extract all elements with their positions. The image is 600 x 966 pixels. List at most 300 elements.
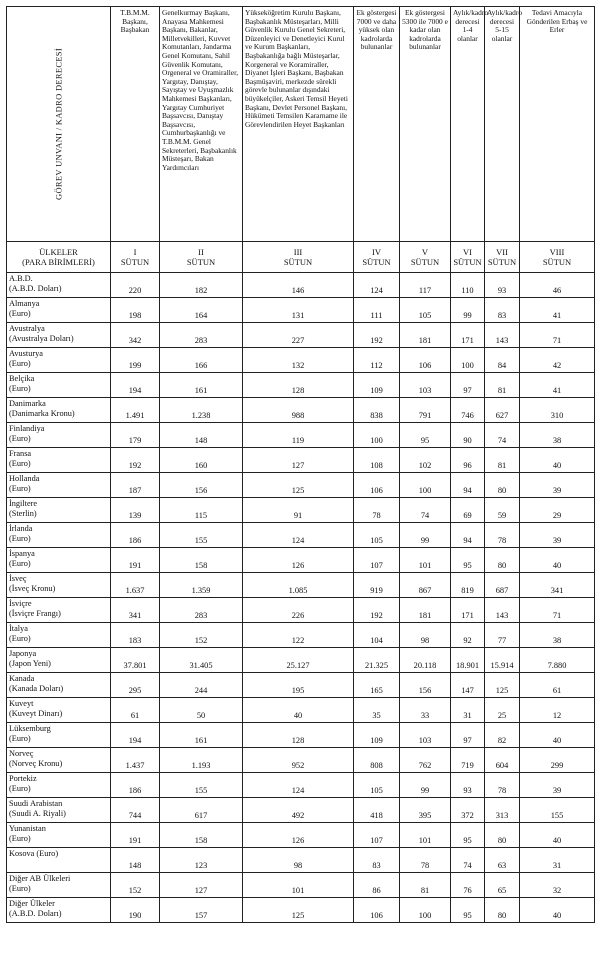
column-roman: V (421, 247, 429, 257)
value-cell: 25.127 (243, 648, 354, 673)
table-row (7, 448, 595, 473)
value-cell: 158 (160, 823, 243, 848)
value-cell: 161 (160, 373, 243, 398)
value-cell: 107 (354, 823, 400, 848)
value-cell: 988 (243, 398, 354, 423)
value-cell: 100 (451, 348, 485, 373)
column-number-cell (354, 242, 400, 273)
value-cell: 7.880 (520, 648, 595, 673)
table-row (7, 873, 595, 898)
value-cell: 97 (451, 373, 485, 398)
value-cell: 46 (520, 273, 595, 298)
value-cell: 687 (485, 573, 520, 598)
country-cell (7, 473, 111, 498)
currency-name: (Euro) (9, 559, 31, 568)
value-cell: 80 (485, 473, 520, 498)
value-cell: 395 (400, 798, 451, 823)
country-cell (7, 673, 111, 698)
countries-label (7, 242, 111, 273)
value-cell: 148 (111, 848, 160, 873)
currency-name: (Euro) (9, 459, 31, 468)
value-cell: 1.437 (111, 748, 160, 773)
country-cell (7, 823, 111, 848)
table-row (7, 348, 595, 373)
value-cell: 95 (451, 548, 485, 573)
table-row (7, 423, 595, 448)
value-cell: 139 (111, 498, 160, 523)
value-cell: 148 (160, 423, 243, 448)
value-cell: 295 (111, 673, 160, 698)
value-cell: 78 (354, 498, 400, 523)
subheader-row (7, 242, 595, 273)
value-cell: 98 (400, 623, 451, 648)
value-cell: 105 (354, 523, 400, 548)
value-cell: 744 (111, 798, 160, 823)
value-cell: 199 (111, 348, 160, 373)
value-cell: 166 (160, 348, 243, 373)
value-cell: 81 (485, 448, 520, 473)
value-cell: 35 (354, 698, 400, 723)
value-cell: 341 (520, 573, 595, 598)
value-cell: 762 (400, 748, 451, 773)
value-cell: 128 (243, 373, 354, 398)
value-cell: 194 (111, 723, 160, 748)
currency-name: (Euro) (9, 434, 31, 443)
value-cell: 152 (160, 623, 243, 648)
value-cell: 94 (451, 523, 485, 548)
country-cell (7, 898, 111, 923)
value-cell: 125 (485, 673, 520, 698)
value-cell: 71 (520, 323, 595, 348)
value-cell: 39 (520, 473, 595, 498)
table-row (7, 648, 595, 673)
value-cell: 183 (111, 623, 160, 648)
corner-cell (7, 7, 111, 242)
value-cell: 124 (243, 523, 354, 548)
table-row (7, 523, 595, 548)
value-cell: 143 (485, 598, 520, 623)
value-cell: 186 (111, 523, 160, 548)
value-cell: 41 (520, 373, 595, 398)
table-row (7, 323, 595, 348)
value-cell: 191 (111, 823, 160, 848)
value-cell: 604 (485, 748, 520, 773)
value-cell: 32 (520, 873, 595, 898)
value-cell: 78 (400, 848, 451, 873)
value-cell: 146 (243, 273, 354, 298)
value-cell: 119 (243, 423, 354, 448)
value-cell: 100 (400, 473, 451, 498)
table-row (7, 623, 595, 648)
value-cell: 158 (160, 548, 243, 573)
value-cell: 156 (400, 673, 451, 698)
value-cell: 40 (520, 898, 595, 923)
currency-name: (Euro) (9, 884, 31, 893)
country-cell (7, 623, 111, 648)
country-name: Hollanda (9, 474, 40, 483)
country-cell (7, 448, 111, 473)
column-header: Yükseköğretim Kurulu Başkanı, Başbakanlık Müsteşarları, Milli Güvenlik Kurulu Genel Sekreteri, Düzenleyici ve Denetleyici Kurul ve Kurum Başkanları, Başbakanlığa bağlı Müsteşarlar, Korgeneral ve Koramiraller, Diyanet İşleri Başkanı, Başbakan Başmüşaviri, merkezde sürekli görevle bulunanlar dışındaki büyükelçiler, Askeri Temsil Heyeti Başkanı, Devlet Personel Başkanı, Hükümeti Temsilen Kararname ile Görevlendirilen Heyet Başkanları (243, 7, 354, 242)
value-cell: 128 (243, 723, 354, 748)
value-cell: 61 (111, 698, 160, 723)
value-cell: 746 (451, 398, 485, 423)
value-cell: 37.801 (111, 648, 160, 673)
country-cell (7, 548, 111, 573)
value-cell: 112 (354, 348, 400, 373)
value-cell: 186 (111, 773, 160, 798)
value-cell: 147 (451, 673, 485, 698)
country-name: Danimarka (9, 399, 46, 408)
value-cell: 91 (243, 498, 354, 523)
value-cell: 171 (451, 598, 485, 623)
value-cell: 78 (485, 773, 520, 798)
currency-name: (İsveç Kronu) (9, 584, 56, 593)
value-cell: 59 (485, 498, 520, 523)
value-cell: 164 (160, 298, 243, 323)
value-cell: 39 (520, 773, 595, 798)
value-cell: 93 (451, 773, 485, 798)
value-cell: 617 (160, 798, 243, 823)
value-cell: 84 (485, 348, 520, 373)
value-cell: 160 (160, 448, 243, 473)
table-row (7, 673, 595, 698)
value-cell: 25 (485, 698, 520, 723)
column-sutun: SÜTUN (186, 257, 216, 267)
country-name: Kuveyt (9, 699, 34, 708)
value-cell: 838 (354, 398, 400, 423)
column-sutun: SÜTUN (487, 257, 517, 267)
country-cell (7, 348, 111, 373)
value-cell: 627 (485, 398, 520, 423)
currency-name: (Euro) (9, 634, 31, 643)
table-row (7, 298, 595, 323)
value-cell: 105 (400, 298, 451, 323)
value-cell: 80 (485, 898, 520, 923)
column-roman: II (198, 247, 204, 257)
country-cell (7, 498, 111, 523)
value-cell: 12 (520, 698, 595, 723)
value-cell: 96 (451, 448, 485, 473)
country-cell (7, 698, 111, 723)
currency-name: (Euro) (9, 384, 31, 393)
column-number-cell (485, 242, 520, 273)
country-name: Norveç (9, 749, 34, 758)
value-cell: 187 (111, 473, 160, 498)
column-number-cell (400, 242, 451, 273)
country-name: Belçika (9, 374, 35, 383)
value-cell: 21.325 (354, 648, 400, 673)
value-cell: 40 (520, 548, 595, 573)
column-sutun: SÜTUN (542, 257, 572, 267)
column-roman: III (293, 247, 303, 257)
value-cell: 33 (400, 698, 451, 723)
value-cell: 819 (451, 573, 485, 598)
value-cell: 40 (520, 823, 595, 848)
value-cell: 40 (243, 698, 354, 723)
country-cell (7, 723, 111, 748)
value-cell: 124 (354, 273, 400, 298)
value-cell: 227 (243, 323, 354, 348)
currency-name: (Euro) (9, 484, 31, 493)
country-name: Fransa (9, 449, 32, 458)
value-cell: 106 (354, 473, 400, 498)
currency-name: (A.B.D. Doları) (9, 284, 62, 293)
value-cell: 20.118 (400, 648, 451, 673)
currency-name: (Avustralya Doları) (9, 334, 74, 343)
value-cell: 310 (520, 398, 595, 423)
currency-name: (Euro) (9, 309, 31, 318)
countries-label-line2: (PARA BİRİMLERİ) (22, 257, 95, 267)
column-roman: IV (372, 247, 381, 257)
value-cell: 101 (243, 873, 354, 898)
value-cell: 1.085 (243, 573, 354, 598)
table-row (7, 398, 595, 423)
value-cell: 1.238 (160, 398, 243, 423)
value-cell: 95 (451, 898, 485, 923)
country-cell (7, 323, 111, 348)
value-cell: 111 (354, 298, 400, 323)
value-cell: 161 (160, 723, 243, 748)
value-cell: 372 (451, 798, 485, 823)
currency-name: (Suudi A. Riyali) (9, 809, 66, 818)
value-cell: 952 (243, 748, 354, 773)
country-cell (7, 273, 111, 298)
table-row (7, 823, 595, 848)
country-name: İrlanda (9, 524, 33, 533)
value-cell: 65 (485, 873, 520, 898)
value-cell: 342 (111, 323, 160, 348)
currency-name: (Euro) (9, 784, 31, 793)
value-cell: 100 (354, 423, 400, 448)
value-cell: 127 (160, 873, 243, 898)
value-cell: 127 (243, 448, 354, 473)
value-cell: 74 (451, 848, 485, 873)
value-cell: 719 (451, 748, 485, 773)
column-sutun: SÜTUN (120, 257, 150, 267)
table-row (7, 498, 595, 523)
value-cell: 103 (400, 723, 451, 748)
country-cell (7, 648, 111, 673)
value-cell: 194 (111, 373, 160, 398)
table-row (7, 473, 595, 498)
value-cell: 157 (160, 898, 243, 923)
value-cell: 94 (451, 473, 485, 498)
value-cell: 74 (400, 498, 451, 523)
column-header: Aylık/kadro derecesi 5-15 olanlar (485, 7, 520, 242)
value-cell: 86 (354, 873, 400, 898)
table-row (7, 848, 595, 873)
value-cell: 69 (451, 498, 485, 523)
value-cell: 63 (485, 848, 520, 873)
value-cell: 95 (400, 423, 451, 448)
value-cell: 106 (400, 348, 451, 373)
country-name: Almanya (9, 299, 40, 308)
value-cell: 80 (485, 548, 520, 573)
value-cell: 126 (243, 548, 354, 573)
value-cell: 125 (243, 473, 354, 498)
country-name: Yunanistan (9, 824, 46, 833)
country-cell (7, 798, 111, 823)
country-cell (7, 748, 111, 773)
country-name: Kosova (Euro) (9, 849, 59, 858)
table-row (7, 773, 595, 798)
value-cell: 492 (243, 798, 354, 823)
value-cell: 81 (400, 873, 451, 898)
value-cell: 244 (160, 673, 243, 698)
value-cell: 867 (400, 573, 451, 598)
value-cell: 109 (354, 723, 400, 748)
table-row (7, 548, 595, 573)
value-cell: 155 (520, 798, 595, 823)
value-cell: 95 (451, 823, 485, 848)
value-cell: 192 (354, 598, 400, 623)
countries-label-line1: ÜLKELER (39, 247, 78, 257)
value-cell: 123 (160, 848, 243, 873)
value-cell: 1.637 (111, 573, 160, 598)
value-cell: 61 (520, 673, 595, 698)
value-cell: 919 (354, 573, 400, 598)
currency-name: (Euro) (9, 359, 31, 368)
value-cell: 179 (111, 423, 160, 448)
value-cell: 108 (354, 448, 400, 473)
value-cell: 132 (243, 348, 354, 373)
column-header: T.B.M.M. Başkanı, Başbakan (111, 7, 160, 242)
value-cell: 71 (520, 598, 595, 623)
country-name: Diğer AB Ülkeleri (9, 874, 71, 883)
value-cell: 117 (400, 273, 451, 298)
value-cell: 220 (111, 273, 160, 298)
country-name: Kanada (9, 674, 35, 683)
value-cell: 40 (520, 723, 595, 748)
value-cell: 192 (354, 323, 400, 348)
column-header: Aylık/kadro derecesi 1-4 olanlar (451, 7, 485, 242)
value-cell: 105 (354, 773, 400, 798)
currency-name: (İsviçre Frangı) (9, 609, 61, 618)
country-name: Avusturya (9, 349, 43, 358)
country-name: Avustralya (9, 324, 45, 333)
country-name: İsviçre (9, 599, 32, 608)
value-cell: 83 (485, 298, 520, 323)
value-cell: 74 (485, 423, 520, 448)
table-row (7, 273, 595, 298)
value-cell: 76 (451, 873, 485, 898)
currency-name: (Euro) (9, 734, 31, 743)
currency-name: (Norveç Kronu) (9, 759, 63, 768)
value-cell: 80 (485, 823, 520, 848)
column-number-cell (243, 242, 354, 273)
value-cell: 106 (354, 898, 400, 923)
value-cell: 103 (400, 373, 451, 398)
value-cell: 171 (451, 323, 485, 348)
country-name: Lüksemburg (9, 724, 51, 733)
country-name: Finlandiya (9, 424, 45, 433)
value-cell: 1.359 (160, 573, 243, 598)
currency-name: (Danimarka Kronu) (9, 409, 75, 418)
table-row (7, 598, 595, 623)
value-cell: 29 (520, 498, 595, 523)
value-cell: 165 (354, 673, 400, 698)
country-cell (7, 573, 111, 598)
currency-name: (Japon Yeni) (9, 659, 51, 668)
column-number-cell (111, 242, 160, 273)
value-cell: 101 (400, 823, 451, 848)
header-row (7, 7, 595, 242)
value-cell: 126 (243, 823, 354, 848)
column-sutun: SÜTUN (453, 257, 482, 267)
value-cell: 40 (520, 448, 595, 473)
value-cell: 93 (485, 273, 520, 298)
value-cell: 198 (111, 298, 160, 323)
table-row (7, 798, 595, 823)
value-cell: 38 (520, 423, 595, 448)
value-cell: 77 (485, 623, 520, 648)
country-name: A.B.D. (9, 274, 33, 283)
table-row (7, 898, 595, 923)
country-name: İngiltere (9, 499, 38, 508)
value-cell: 181 (400, 323, 451, 348)
country-cell (7, 373, 111, 398)
currency-name: (Kanada Doları) (9, 684, 64, 693)
value-cell: 124 (243, 773, 354, 798)
country-cell (7, 423, 111, 448)
value-cell: 31 (451, 698, 485, 723)
country-name: Portekiz (9, 774, 37, 783)
value-cell: 83 (354, 848, 400, 873)
country-name: İsveç (9, 574, 27, 583)
column-roman: VI (463, 247, 472, 257)
value-cell: 299 (520, 748, 595, 773)
column-sutun: SÜTUN (362, 257, 391, 267)
column-roman: VII (496, 247, 508, 257)
value-cell: 190 (111, 898, 160, 923)
value-cell: 283 (160, 323, 243, 348)
value-cell: 808 (354, 748, 400, 773)
value-cell: 78 (485, 523, 520, 548)
column-header: Genelkurmay Başkanı, Anayasa Mahkemesi Başkanı, Bakanlar, Milletvekilleri, Kuvvet Komutanları, Jandarma Genel Komutanı, Sahil Güvenlik Komutanı, Orgeneral ve Oramiraller, Yargıtay, Danıştay, Sayıştay ve Uyuşmazlık Mahkemesi Başkanları, Yargıtay Cumhuriyet Başsavcısı, Danıştay Başsavcısı, Cumhurbaşkanlığı ve T.B.M.M. Genel Sekreterleri, Başbakanlık Müsteşarı, Bakan Yardımcıları (160, 7, 243, 242)
value-cell: 90 (451, 423, 485, 448)
value-cell: 109 (354, 373, 400, 398)
column-roman: I (133, 247, 137, 257)
country-cell (7, 398, 111, 423)
value-cell: 41 (520, 298, 595, 323)
value-cell: 39 (520, 523, 595, 548)
country-name: İtalya (9, 624, 28, 633)
table-row (7, 748, 595, 773)
value-cell: 341 (111, 598, 160, 623)
value-cell: 99 (400, 773, 451, 798)
value-cell: 50 (160, 698, 243, 723)
value-cell: 15.914 (485, 648, 520, 673)
value-cell: 99 (400, 523, 451, 548)
table-row (7, 723, 595, 748)
country-cell (7, 848, 111, 873)
value-cell: 42 (520, 348, 595, 373)
value-cell: 92 (451, 623, 485, 648)
country-cell (7, 298, 111, 323)
value-cell: 104 (354, 623, 400, 648)
value-cell: 31 (520, 848, 595, 873)
value-cell: 182 (160, 273, 243, 298)
country-name: İspanya (9, 549, 35, 558)
value-cell: 181 (400, 598, 451, 623)
value-cell: 82 (485, 723, 520, 748)
value-cell: 99 (451, 298, 485, 323)
column-roman: VIII (549, 247, 565, 257)
currency-name: (Kuveyt Dinarı) (9, 709, 63, 718)
value-cell: 97 (451, 723, 485, 748)
currency-name: (Sterlin) (9, 509, 37, 518)
value-cell: 418 (354, 798, 400, 823)
